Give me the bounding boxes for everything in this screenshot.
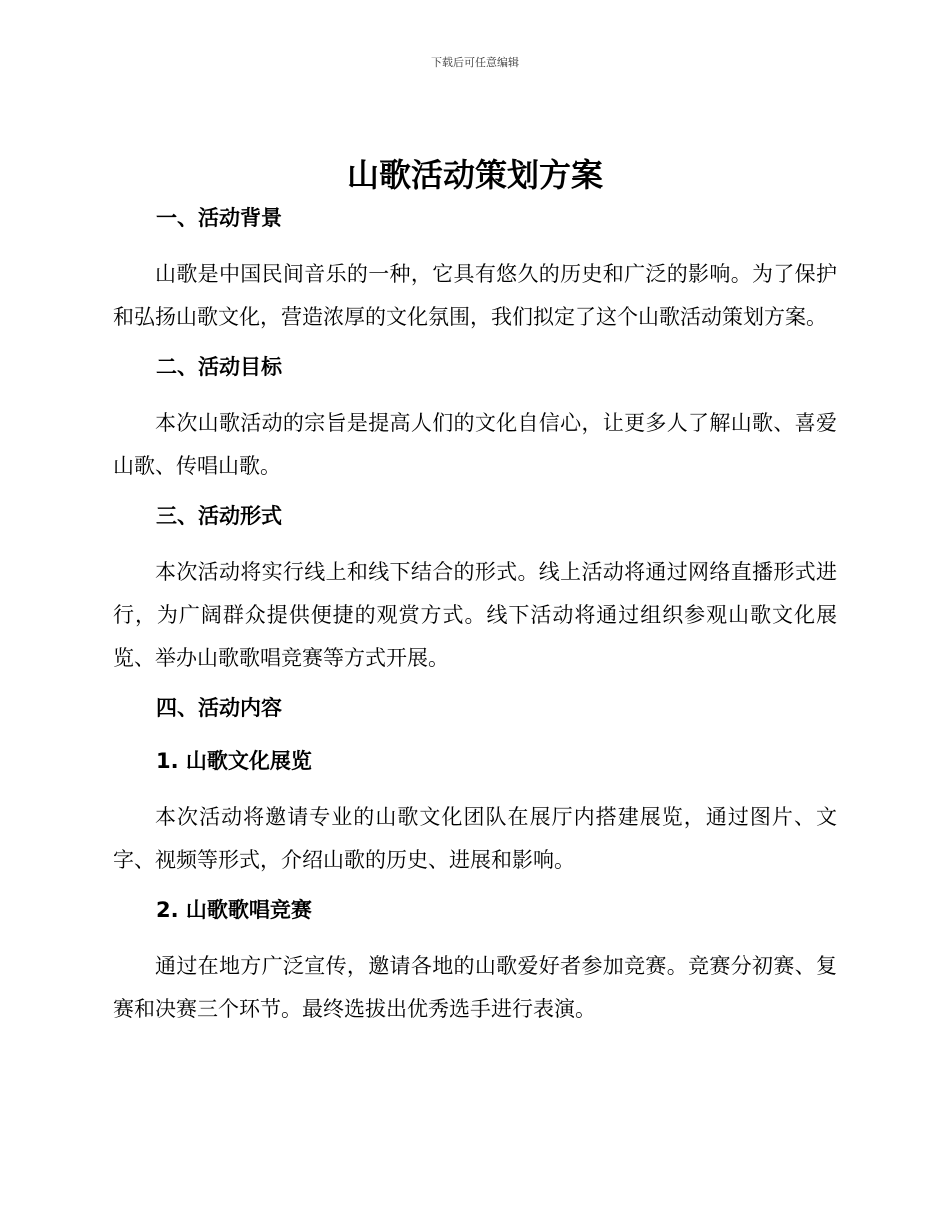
subsection-heading-exhibition: 1. 山歌文化展览: [156, 749, 312, 773]
section-heading-format: 三、活动形式: [156, 504, 282, 528]
page-header-note: 下载后可任意编辑: [431, 56, 519, 69]
section-heading-content: 四、活动内容: [156, 696, 282, 720]
section-paragraph-goals: 本次山歌活动的宗旨是提高人们的文化自信心，让更多人了解山歌、喜爱山歌、传唱山歌。: [113, 411, 837, 478]
section-heading-background: 一、活动背景: [156, 206, 282, 230]
subsection-heading-competition: 2. 山歌歌唱竞赛: [156, 898, 312, 922]
subsection-paragraph-exhibition: 本次活动将邀请专业的山歌文化团队在展厅内搭建展览，通过图片、文字、视频等形式，介绍山歌的历史、进展和影响。: [113, 805, 837, 872]
document-title: 山歌活动策划方案: [346, 156, 603, 194]
subsection-paragraph-competition: 通过在地方广泛宣传，邀请各地的山歌爱好者参加竞赛。竞赛分初赛、复赛和决赛三个环节。最终选拔出优秀选手进行表演。: [113, 954, 837, 1021]
document-body: [113, 200, 837, 1031]
section-heading-goals: 二、活动目标: [156, 355, 282, 379]
section-paragraph-format: 本次活动将实行线上和线下结合的形式。线上活动将通过网络直播形式进行，为广阔群众提供便捷的观赏方式。线下活动将通过组织参观山歌文化展览、举办山歌歌唱竞赛等方式开展。: [113, 560, 837, 670]
section-paragraph-background: 山歌是中国民间音乐的一种，它具有悠久的历史和广泛的影响。为了保护和弘扬山歌文化，营造浓厚的文化氛围，我们拟定了这个山歌活动策划方案。: [113, 262, 837, 329]
